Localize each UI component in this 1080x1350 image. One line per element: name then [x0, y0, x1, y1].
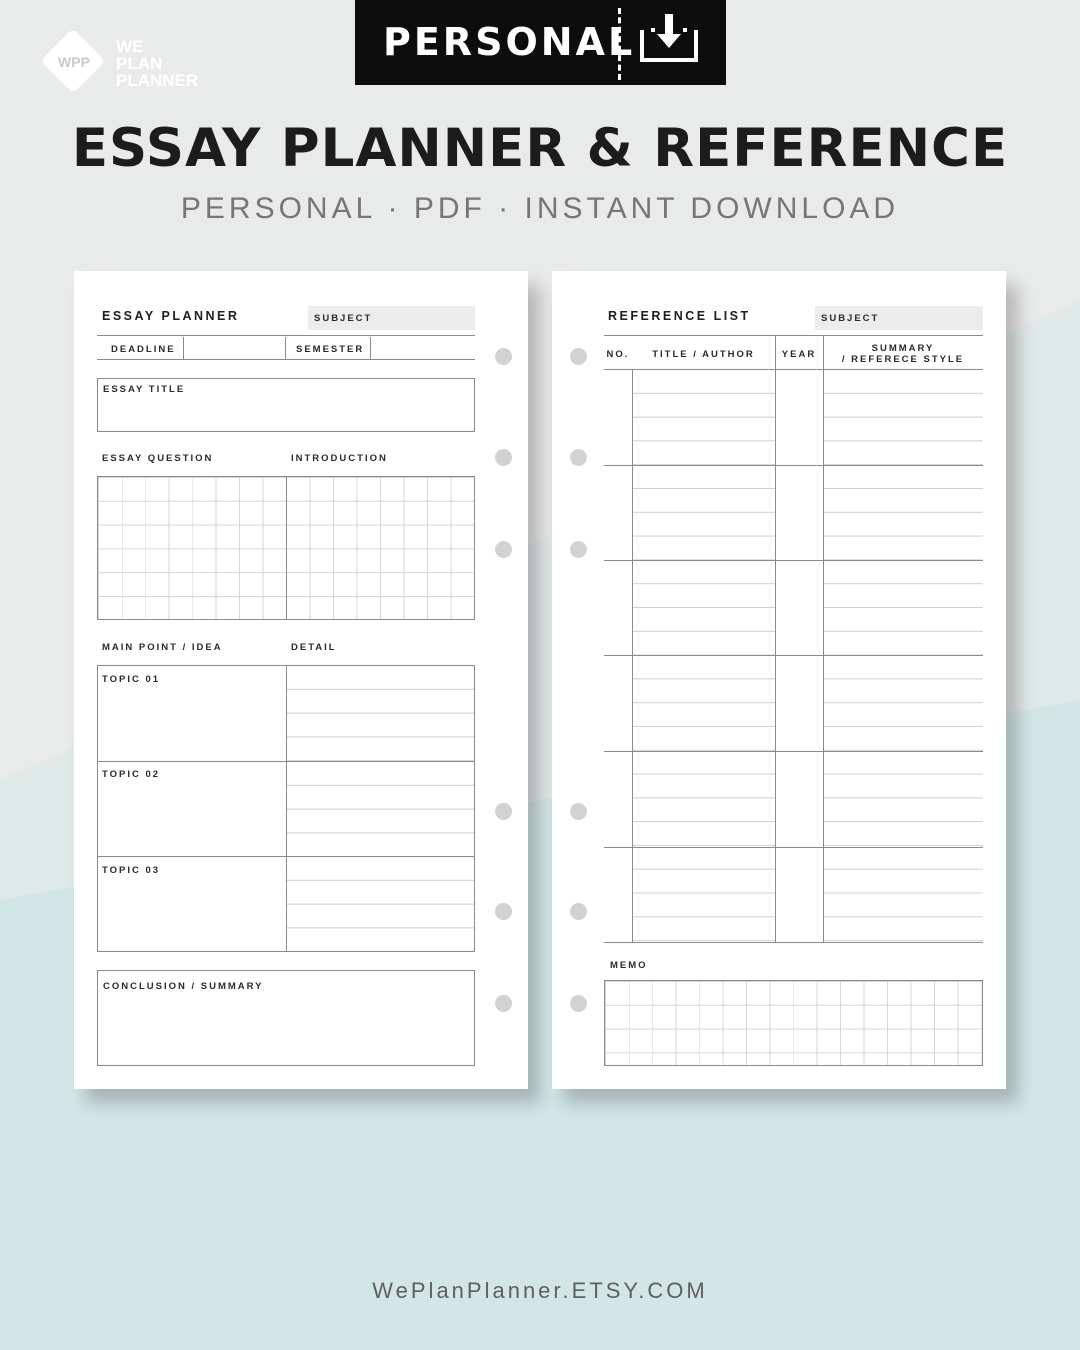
download-icon [639, 12, 699, 64]
binder-hole [495, 348, 512, 365]
essay-title-label: ESSAY TITLE [103, 384, 186, 395]
topic-label: TOPIC 02 [102, 769, 161, 780]
binder-hole [495, 903, 512, 920]
subject-field[interactable] [815, 306, 983, 330]
binder-hole [570, 449, 587, 466]
entry-divider [604, 751, 983, 752]
subject-label: SUBJECT [821, 313, 880, 324]
col-title-author-header: TITLE / AUTHOR [652, 349, 755, 360]
entry-divider [604, 942, 983, 943]
col-summary-line: SUMMARY [871, 343, 935, 354]
topic-label: TOPIC 01 [102, 674, 161, 685]
entry-divider [604, 655, 983, 656]
col-no-header: NO. [606, 349, 630, 360]
divider [97, 335, 475, 336]
summary-lines[interactable] [824, 370, 983, 942]
divider [286, 476, 287, 620]
divider [604, 335, 983, 336]
badge-label: PERSONAL [383, 20, 636, 64]
binder-hole [495, 995, 512, 1012]
detail-lines[interactable] [287, 857, 474, 951]
col-summary-line: / REFERECE STYLE [841, 354, 965, 365]
divider [285, 337, 286, 359]
binder-hole [570, 541, 587, 558]
deadline-label: DEADLINE [111, 344, 176, 355]
col-summary-header [823, 343, 983, 365]
brand-logo [38, 30, 208, 94]
page-subtitle: PERSONAL · PDF · INSTANT DOWNLOAD [180, 192, 900, 225]
format-badge [355, 0, 726, 85]
detail-lines[interactable] [287, 762, 474, 856]
main-point-label: MAIN POINT / IDEA [102, 642, 223, 653]
divider [775, 335, 776, 942]
logo-abbr: WPP [58, 54, 90, 70]
essay-planner-heading: ESSAY PLANNER [102, 309, 240, 323]
topic-label: TOPIC 03 [102, 865, 161, 876]
binder-hole [495, 803, 512, 820]
logo-word: PLAN [116, 54, 163, 73]
logo-words [116, 38, 198, 89]
logo-word: WE [116, 37, 144, 56]
detail-lines[interactable] [287, 666, 474, 761]
memo-grid[interactable] [604, 980, 983, 1066]
page-title: ESSAY PLANNER & REFERENCE [71, 118, 1009, 179]
divider [97, 359, 475, 360]
essay-question-label: ESSAY QUESTION [102, 453, 214, 464]
binder-hole [495, 541, 512, 558]
reference-list-heading: REFERENCE LIST [608, 309, 751, 323]
binder-hole [570, 995, 587, 1012]
binder-hole [570, 803, 587, 820]
detail-label: DETAIL [291, 642, 337, 653]
binder-hole [495, 449, 512, 466]
subject-label: SUBJECT [314, 313, 373, 324]
essay-title-box[interactable] [97, 378, 475, 432]
divider [183, 337, 184, 359]
semester-label: SEMESTER [296, 344, 365, 355]
logo-word: PLANNER [116, 71, 199, 90]
introduction-label: INTRODUCTION [291, 453, 388, 464]
entry-divider [604, 560, 983, 561]
title-author-lines[interactable] [633, 370, 775, 942]
conclusion-box[interactable] [97, 970, 475, 1066]
subject-field[interactable] [308, 306, 475, 330]
shop-url[interactable]: WePlanPlanner.ETSY.COM [372, 1278, 708, 1303]
binder-hole [570, 903, 587, 920]
conclusion-label: CONCLUSION / SUMMARY [103, 981, 264, 992]
memo-label: MEMO [610, 960, 648, 971]
divider [370, 337, 371, 359]
badge-separator [618, 8, 621, 80]
entry-divider [604, 847, 983, 848]
reference-list-page [552, 271, 1006, 1089]
col-year-header: YEAR [781, 349, 817, 360]
entry-divider [604, 465, 983, 466]
binder-hole [570, 348, 587, 365]
essay-planner-page [74, 271, 528, 1089]
